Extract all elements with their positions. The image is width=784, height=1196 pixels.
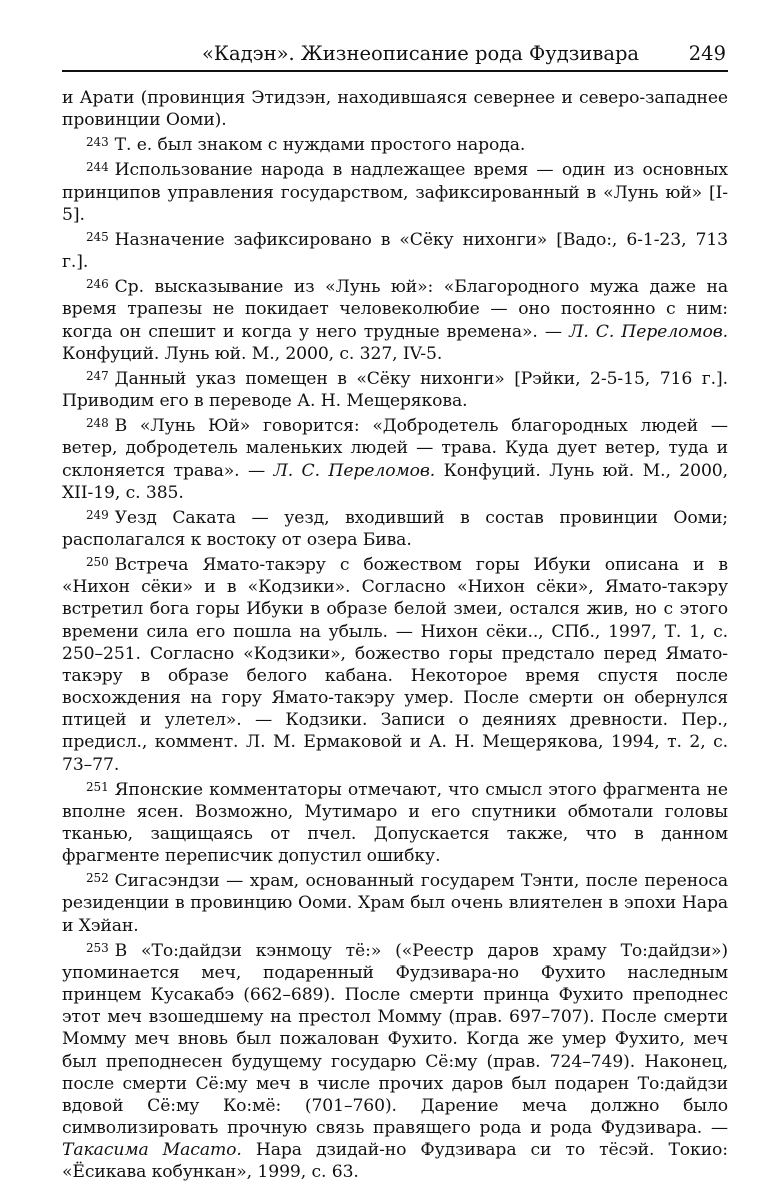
endnote-250 bbox=[62, 551, 728, 776]
endnote-number: 246 bbox=[86, 277, 109, 292]
endnotes-body bbox=[62, 87, 728, 1184]
endnote-text: В «То:дайдзи кэнмоцу тё:» («Реестр даров храму То:дайдзи») упоминается меч, подаренный Фудзивара-но Фухито наследным принцем Кусакабэ (662–689). После смерти принца Фухито преподнес этот меч взошедшему на престол Момму (прав. 697–707). После смерти Момму меч вновь был пожалован Фухито. Когда же умер Фухито, меч был преподнесен будущему государю Сё:му (прав. 724–749). Наконец, после смерти Сё:му меч в числе прочих даров был подарен То:дайдзи вдовой Сё:му Ко:мё: (701–760). Дарение меча должно было символизировать прочную связь правящего рода и рода Фудзивара. — bbox=[62, 940, 728, 1139]
endnote-number: 251 bbox=[86, 779, 109, 794]
note-continuation: и Арати (провинция Этидзэн, находившаяся севернее и северо-западнее провинции Ооми). bbox=[62, 88, 728, 131]
author-name: Л. С. Переломов. bbox=[273, 460, 436, 481]
endnote-text: Японские комментаторы отмечают, что смысл этого фрагмента не вполне ясен. Возможно, Мутимаро и его спутники обмотали головы тканью, защищаясь от пчел. Допускается также, что в данном фрагменте переписчик допустил ошибку. bbox=[62, 779, 728, 867]
endnote-text: Конфуций. Лунь юй. М., 2000, XII-19, с. 385. bbox=[62, 460, 728, 503]
endnote-248 bbox=[62, 412, 728, 504]
endnote-number: 253 bbox=[86, 940, 109, 955]
endnote-text: Ср. высказывание из «Лунь юй»: «Благородного мужа даже на время трапезы не покидает человеколюбие — оно постоянно с ним: когда он спешит и когда у него трудные времена». — bbox=[62, 277, 728, 342]
running-title: «Кадэн». Жизнеописание рода Фудзивара bbox=[202, 42, 640, 65]
author-name: Такасима Масато. bbox=[62, 1140, 242, 1161]
endnote-text: Назначение зафиксировано в «Сёку нихонги» [Вадо:, 6-1-23, 713 г.]. bbox=[62, 229, 728, 273]
book-page bbox=[62, 40, 728, 1184]
endnotes-list bbox=[62, 131, 728, 1183]
endnote-253 bbox=[62, 937, 728, 1184]
page-number: 249 bbox=[688, 42, 726, 65]
endnote-text: В «Лунь Юй» говорится: «Добродетель благородных людей — ветер, добродетель маленьких людей — трава. Куда дует ветер, туда и склоняется трава». — bbox=[62, 416, 728, 481]
endnote-text: Т. е. был знаком с нуждами простого народа. bbox=[114, 135, 526, 156]
endnote-text: Встреча Ямато-такэру с божеством горы Ибуки описана и в «Нихон сёки» и в «Кодзики». Согласно «Нихон сёки», Ямато-такэру встретил бога горы Ибуки в образе белой змеи, остался жив, но с этого времени сила его пошла на убыль. — Нихон сёки.., СПб., 1997, Т. 1, с. 250–251. Согласно «Кодзики», божество горы предстало перед Ямато-такэру в образе белого кабана. Некоторое время спустя после восхождения на гору Ямато-такэру умер. После смерти он обернулся птицей и улетел». — Кодзики. Записи о деяниях древности. Пер., предисл., коммент. Л. М. Ермаковой и А. Н. Мещерякова, 1994, т. 2, с. 73–77. bbox=[62, 555, 728, 775]
endnote-245 bbox=[62, 226, 728, 273]
endnote-243 bbox=[62, 131, 728, 156]
endnote-number: 244 bbox=[86, 160, 109, 175]
endnote-number: 248 bbox=[86, 416, 109, 431]
endnote-249 bbox=[62, 504, 728, 551]
endnote-252 bbox=[62, 867, 728, 936]
endnote-text: Конфуций. Лунь юй. М., 2000, с. 327, IV-5. bbox=[62, 343, 443, 364]
endnote-251 bbox=[62, 776, 728, 868]
endnote-number: 245 bbox=[86, 229, 109, 244]
endnote-number: 249 bbox=[86, 507, 109, 522]
endnote-246 bbox=[62, 273, 728, 365]
endnote-text: Сигасэндзи — храм, основанный государем Тэнти, после переноса резиденции в провинцию Ооми. Храм был очень влиятелен в эпохи Нара и Хэйан. bbox=[62, 871, 728, 936]
endnote-number: 243 bbox=[86, 135, 109, 150]
running-header bbox=[62, 40, 728, 72]
endnote-244 bbox=[62, 156, 728, 225]
endnote-number: 247 bbox=[86, 368, 109, 383]
endnote-247 bbox=[62, 365, 728, 412]
endnote-number: 250 bbox=[86, 555, 109, 570]
author-name: Л. С. Переломов. bbox=[569, 321, 728, 342]
endnote-number: 252 bbox=[86, 871, 109, 886]
endnote-text: Нара дзидай-но Фудзивара си то тёсэй. Токио: «Ёсикава кобункан», 1999, с. 63. bbox=[62, 1140, 728, 1183]
endnote-text: Использование народа в надлежащее время — один из основных принципов управления государством, зафиксированный в «Лунь юй» [I-5]. bbox=[62, 160, 728, 225]
endnote-text: Данный указ помещен в «Сёку нихонги» [Рэйки, 2-5-15, 716 г.]. Приводим его в переводе А. Н. Мещерякова. bbox=[62, 368, 728, 412]
endnote-text: Уезд Саката — уезд, входивший в состав провинции Ооми; располагался к востоку от озера Бива. bbox=[62, 507, 728, 550]
